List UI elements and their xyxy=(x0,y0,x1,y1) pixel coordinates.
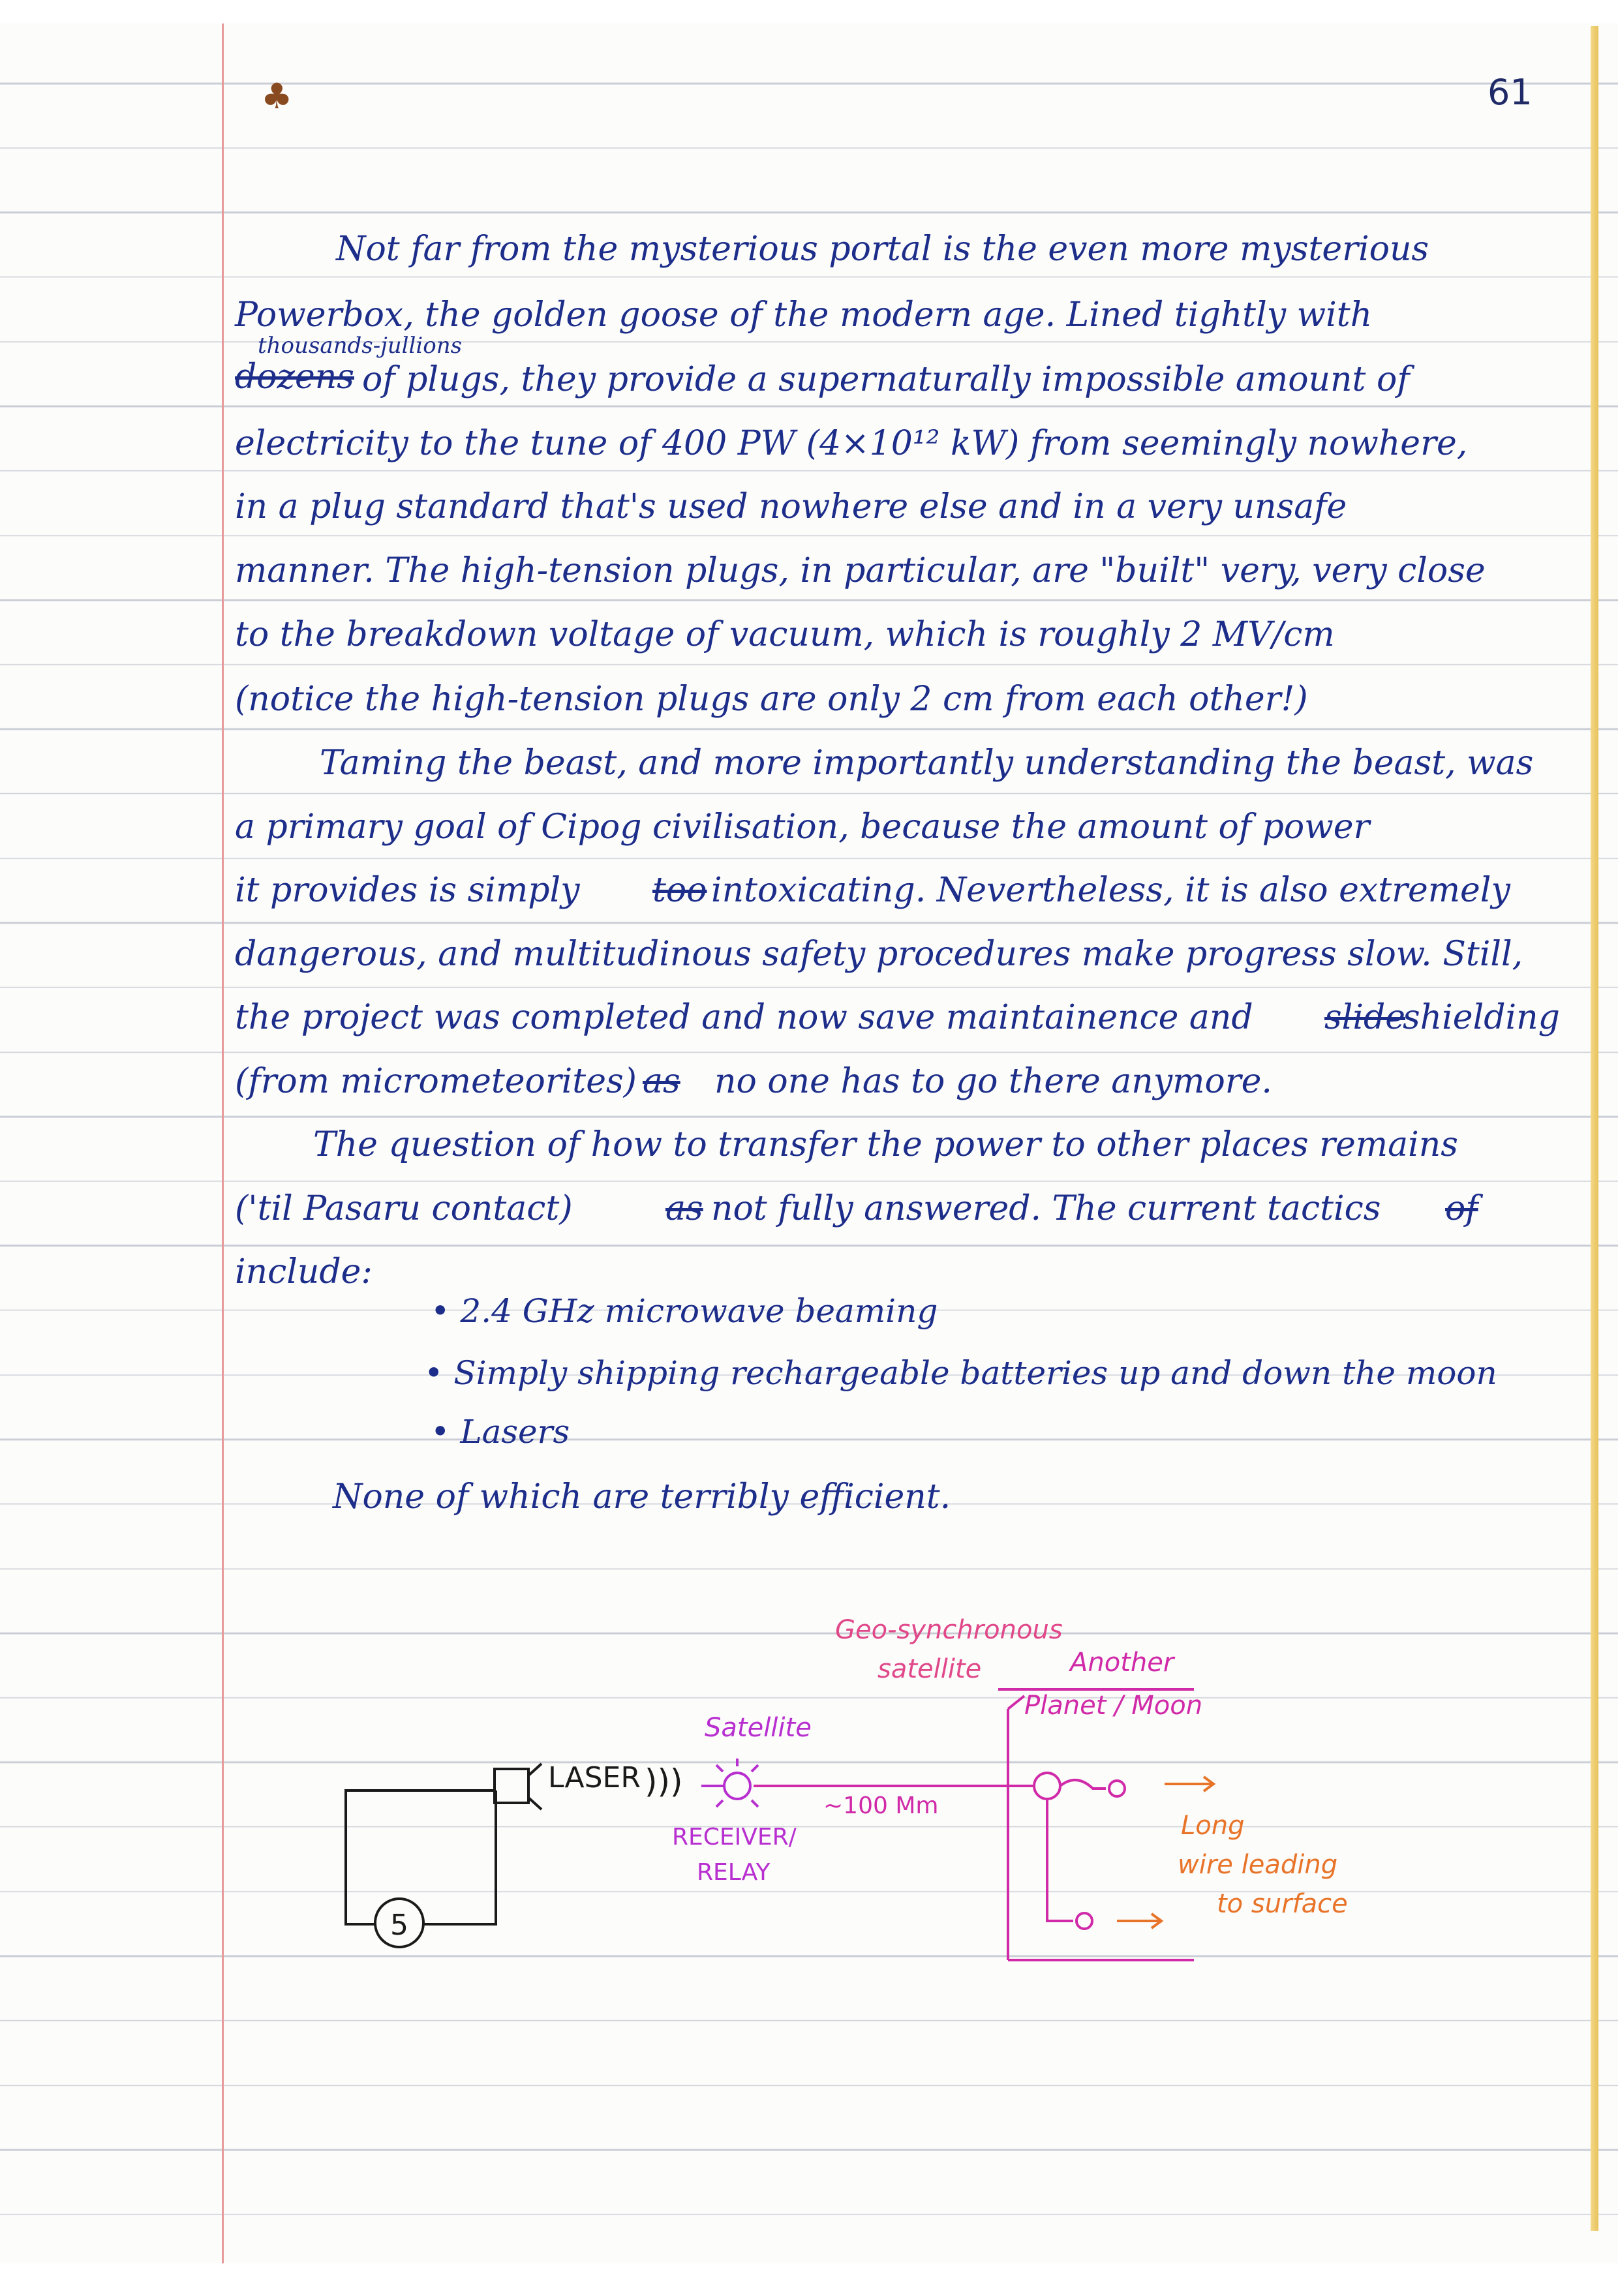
ink-mark-icon: ♣ xyxy=(261,76,293,117)
text-line-11b: intoxicating. Nevertheless, it is also extremely xyxy=(711,871,1510,910)
bullet-microwave: • 2.4 GHz microwave beaming xyxy=(431,1292,938,1330)
beam-symbol: ))) xyxy=(645,1762,683,1800)
power-source-symbol: 5 xyxy=(390,1909,408,1942)
satellite-label: Satellite xyxy=(705,1713,812,1743)
text-line-13a: the project was completed and now save maintainence and xyxy=(235,998,1253,1037)
geo-satellite-label-2: satellite xyxy=(878,1654,982,1684)
text-line-13b: shielding xyxy=(1403,998,1560,1037)
laser-box-icon xyxy=(495,1769,528,1803)
text-line-16b: not fully answered. The current tactics xyxy=(711,1189,1381,1228)
wire-label-2: wire leading xyxy=(1178,1850,1338,1880)
geo-satellite-icon xyxy=(1034,1773,1060,1799)
struck-word-slide: slide xyxy=(1324,998,1406,1037)
text-line-16a: ('til Pasaru contact) xyxy=(235,1189,573,1228)
text-line-15: The question of how to transfer the power to other places remains xyxy=(313,1125,1458,1164)
geo-satellite-label: Geo-synchronous xyxy=(835,1615,1063,1645)
text-line-11a: it provides is simply xyxy=(235,871,580,910)
text-line-1: Not far from the mysterious portal is the even more mysterious xyxy=(336,230,1429,269)
receiver-label: RECEIVER/ xyxy=(672,1824,797,1850)
relay-label: RELAY xyxy=(697,1859,771,1886)
inserted-words: thousands-jullions xyxy=(258,333,463,359)
text-line-8: (notice the high-tension plugs are only 2 cm from each other!) xyxy=(235,680,1308,719)
bullet-lasers: • Lasers xyxy=(431,1413,570,1451)
laser-label: LASER xyxy=(548,1761,641,1794)
text-line-9: Taming the beast, and more importantly understanding the beast, was xyxy=(320,744,1534,783)
struck-word-as-2: as xyxy=(665,1189,703,1228)
text-line-6: manner. The high-tension plugs, in particular, are "built" very, very close xyxy=(235,551,1486,590)
relay-link xyxy=(754,1689,1194,1960)
text-line-14b: no one has to go there anymore. xyxy=(714,1062,1272,1101)
wire-label-1: Long xyxy=(1181,1811,1245,1841)
wire-label-3: to surface xyxy=(1217,1889,1348,1919)
page-number: 61 xyxy=(1488,72,1533,113)
bullet-batteries: • Simply shipping rechargeable batteries up and down the moon xyxy=(424,1354,1497,1392)
text-line-14a: (from micrometeorites) xyxy=(235,1062,637,1101)
receiver-icon xyxy=(724,1773,750,1799)
text-line-7: to the breakdown voltage of vacuum, which is roughly 2 MV/cm xyxy=(235,615,1335,654)
distance-label: ~100 Mm xyxy=(823,1792,939,1819)
struck-word-dozens: dozens xyxy=(235,357,354,397)
planet-label: Another xyxy=(1070,1648,1174,1678)
receiver-relay xyxy=(701,1759,758,1807)
text-line-10: a primary goal of Cipog civilisation, because the amount of power xyxy=(235,808,1370,847)
text-line-12: dangerous, and multitudinous safety procedures make progress slow. Still, xyxy=(235,935,1523,974)
text-line-3: of plugs, they provide a supernaturally impossible amount of xyxy=(362,360,1410,399)
planet-label-2: Planet / Moon xyxy=(1024,1691,1203,1721)
struck-word-as-1: as xyxy=(643,1062,680,1101)
text-line-2: Powerbox, the golden goose of the modern age. Lined tightly with xyxy=(235,295,1373,335)
text-line-conclusion: None of which are terribly efficient. xyxy=(333,1477,951,1517)
text-line-5: in a plug standard that's used nowhere else and in a very unsafe xyxy=(235,487,1347,526)
struck-word-of: of xyxy=(1445,1189,1478,1228)
struck-word-too: too xyxy=(652,871,707,910)
text-line-4: electricity to the tune of 400 PW (4×10¹² kW) from seemingly nowhere, xyxy=(235,424,1468,463)
text-line-17: include: xyxy=(235,1252,373,1292)
laser-circuit xyxy=(346,1764,542,1947)
